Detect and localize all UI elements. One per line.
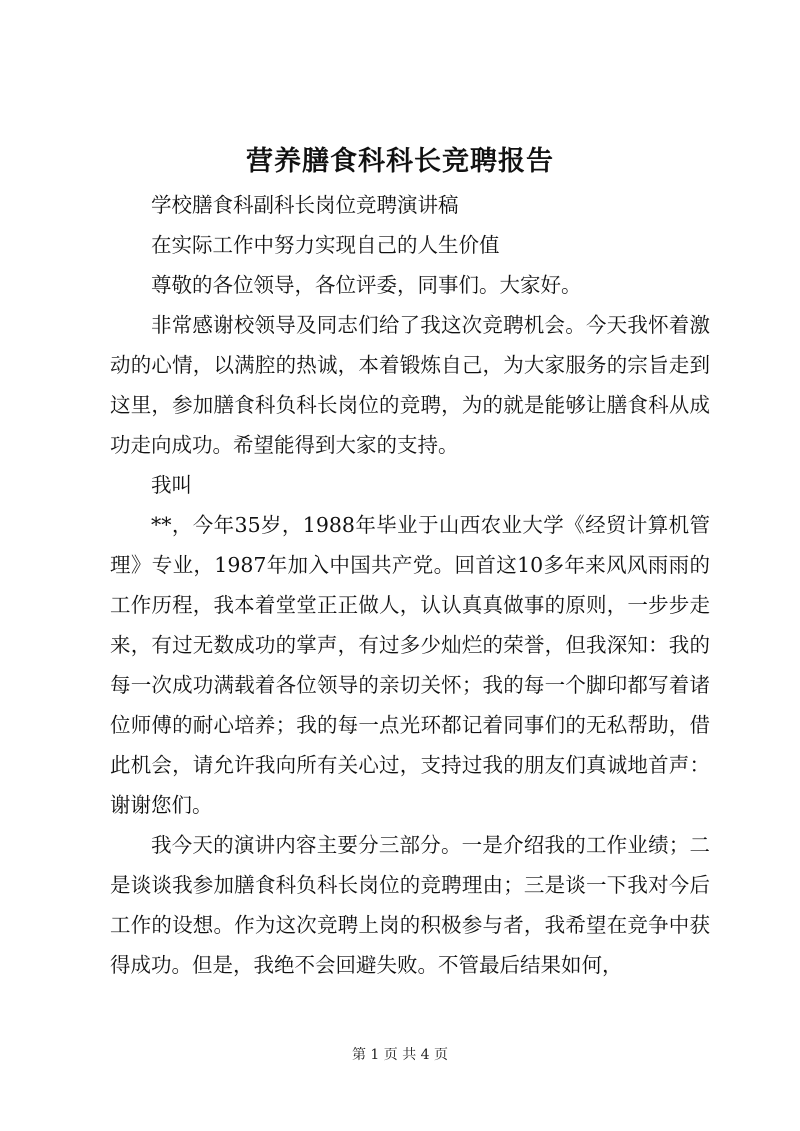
- paragraph-outline: 我今天的演讲内容主要分三部分。一是介绍我的工作业绩；二是谈谈我参加膳食科负科长岗位的竞聘理由；三是谈一下我对今后工作的设想。作为这次竞聘上岗的积极参与者，我希望在竞争中获得成功。但是，我绝不会回避失败。不管最后结果如何，: [110, 833, 710, 977]
- document-title: 营养膳食科科长竞聘报告: [246, 146, 554, 177]
- page-footer: 第 1 页 共 4 页: [351, 1047, 449, 1063]
- paragraph-background: **，今年35岁，1988年毕业于山西农业大学《经贸计算机管理》专业，1987年加入中国共产党。回首这10多年来风风雨雨的工作历程，我本着堂堂正正做人，认认真真做事的原则，一步步走来，有过无数成功的掌声，有过多少灿烂的荣誉，但我深知：我的每一次成功满载着各位领导的亲切关怀；我的每一个脚印都写着诸位师傅的耐心培养；我的每一点光环都记着同事们的无私帮助，借此机会，请允许我向所有关心过，支持过我的朋友们真诚地首声：谢谢您们。: [110, 513, 710, 817]
- paragraph-thanks: 非常感谢校领导及同志们给了我这次竞聘机会。今天我怀着激动的心情，以满腔的热诚，本着锻炼自己，为大家服务的宗旨走到这里，参加膳食科负科长岗位的竞聘，为的就是能够让膳食科从成功走向成功。希望能得到大家的支持。: [110, 313, 710, 457]
- paragraph-theme: 在实际工作中努力实现自己的人生价值: [151, 233, 500, 257]
- paragraph-name-intro: 我叫: [151, 473, 192, 497]
- paragraph-greeting: 尊敬的各位领导，各位评委，同事们。大家好。: [151, 273, 582, 297]
- paragraph-subtitle: 学校膳食科副科长岗位竞聘演讲稿: [151, 193, 459, 217]
- document-body: [110, 185, 710, 985]
